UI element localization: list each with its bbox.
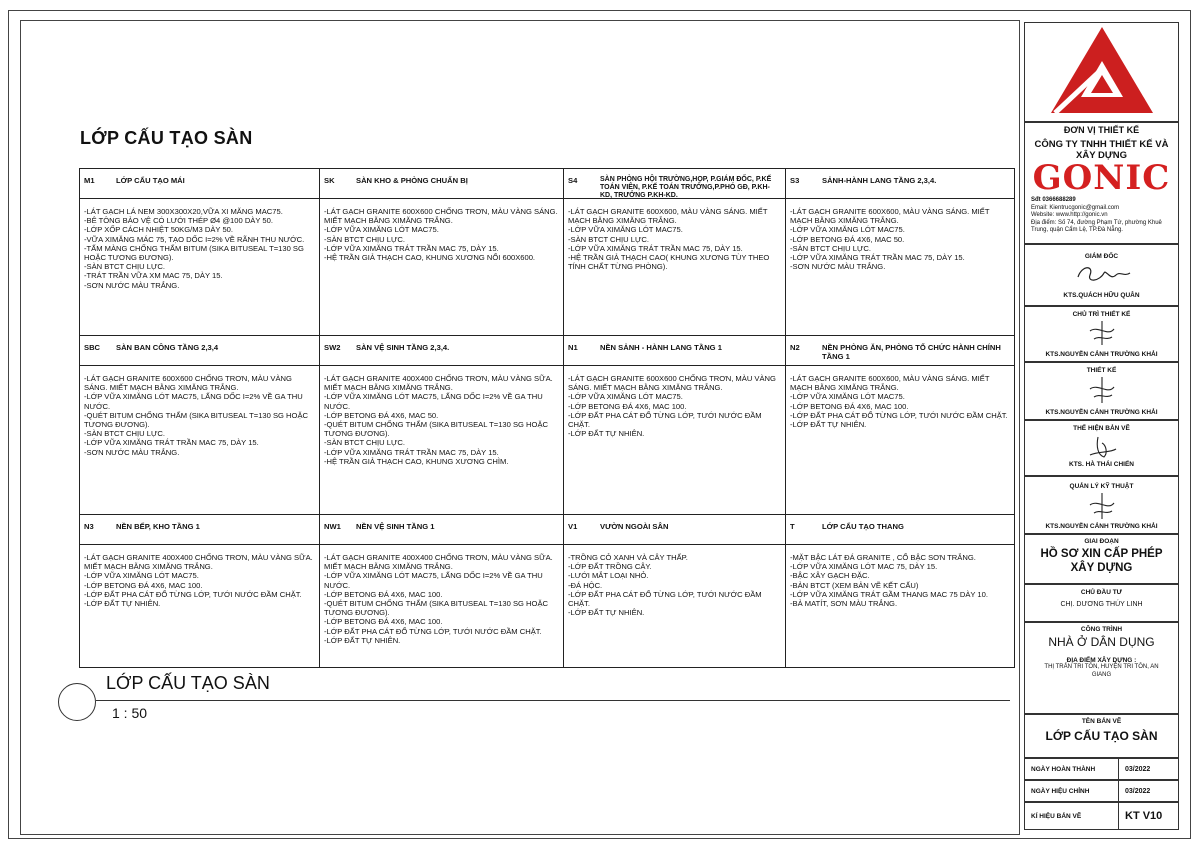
view-marker-circle [58, 683, 96, 721]
layer-description: -LÁT GẠCH GRANITE 600X600, MÀU VÀNG SÁNG. MIẾT MẠCH BẰNG XIMĂNG TRẮNG. -LỚP VỮA XIMĂNG LÓT MAC75. -LỚP BETONG ĐÁ 4X6, MAC 50. -SÀN BTCT CHỊU LỰC. -LỚP VỮA XIMĂNG TRÁT TRẦN MAC 75, DÀY 15. -SƠN NƯỚC MÀU TRẮNG. [790, 207, 990, 272]
drafter-box [1024, 420, 1179, 476]
layer-cell [80, 169, 320, 336]
layer-code: S4 [568, 176, 578, 185]
layer-code: SBC [84, 343, 101, 352]
layer-cell [786, 515, 1015, 668]
layer-code: N2 [790, 343, 800, 352]
layer-cell [564, 336, 786, 515]
revision-date-label: NGÀY HIỆU CHỈNH [1031, 787, 1090, 795]
chief-label: CHỦ TRÌ THIẾT KẾ [1072, 311, 1131, 318]
layer-name: NỀN SẢNH - HÀNH LANG TẦNG 1 [600, 343, 722, 352]
layer-description: -LÁT GẠCH GRANITE 400X400 CHỐNG TRƠN, MÀU VÀNG SỮA. MIẾT MẠCH BẰNG XIMĂNG TRẮNG. -LỚP VỮA XIMĂNG LÓT MAC75, LẤNG DỐC I=2% VỀ GA THU NƯỚC. -LỚP BETONG ĐÁ 4X6, MAC 50. -QUÉT BITUM CHỐNG THẤM (SIKA BITUSEAL T=130 SG HOẶC TƯƠNG ĐƯƠNG). -SÀN BTCT CHỊU LỰC. -LỚP VỮA XIMĂNG TRÁT TRẦN MAC 75, DÀY 15. -HỆ TRẦN GIẢ THẠCH CAO, KHUNG XƯƠNG CHÌM. [324, 374, 553, 466]
layer-code: N3 [84, 522, 94, 531]
sheet-code-label: KÍ HIỆU BẢN VẼ [1031, 812, 1082, 820]
layer-description: -MẶT BẬC LÁT ĐÁ GRANITE , CỔ BẬC SƠN TRẮNG. -LỚP VỮA XIMĂNG LÓT MAC 75, DÀY 15. -BẬC XÂY GẠCH ĐẶC. -BẢN BTCT (XEM BẢN VẼ KẾT CẤU) -LỚP VỮA XIMĂNG TRÁT GẦM THANG MAC 75 DÀY 10. -BẢ MATÍT, SƠN MÀU TRẮNG. [790, 553, 988, 609]
company-address: Địa điểm: Số 74, đường Phạm Tứ, phường Khuê Trung, quận Cẩm Lệ, TP.Đà Nẵng. [1031, 219, 1162, 233]
drafter-name: KTS. HÀ THÁI CHIẾN [1069, 461, 1134, 468]
location-value: THỊ TRẤN TRI TÔN, HUYỆN TRI TÔN, AN GIANG [1044, 664, 1159, 678]
stage-label: GIAI ĐOẠN [1084, 538, 1119, 545]
revision-date-value: 03/2022 [1118, 781, 1178, 801]
layer-description: -LÁT GẠCH LÁ NEM 300X300X20,VỮA XI MĂNG MAC75. -BÊ TÔNG BẢO VỆ CÓ LƯỚI THÉP Ø4 @100 DÀY 50. -LỚP XỐP CÁCH NHIỆT 50KG/M3 DÀY 50. -VỮA XIMĂNG MÁC 75, TẠO DỐC I=2% VỀ RÃNH THU NƯỚC. -TẤM MÀNG CHỐNG THẤM BITUM (SIKA BITUSEAL T=130 SG HOẶC TƯƠNG ĐƯƠNG). -SÀN BTCT CHỊU LỰC. -TRÁT TRẦN VỮA XM MAC 75, DÀY 15. -SƠN NƯỚC MÀU TRẮNG. [84, 207, 305, 290]
page-title: LỚP CẤU TẠO SÀN [80, 128, 253, 148]
layer-cell [564, 169, 786, 336]
completion-date-row [1024, 758, 1179, 780]
designer-label: THIẾT KẾ [1086, 367, 1117, 374]
company-name: CÔNG TY TNHH THIẾT KẾ VÀ XÂY DỰNG [1034, 139, 1169, 161]
company-logo-icon [1025, 23, 1180, 121]
project-value: NHÀ Ở DÂN DỤNG [1048, 635, 1155, 649]
layer-name: SẢNH-HÀNH LANG TẦNG 2,3,4. [822, 176, 937, 185]
layer-description: -LÁT GẠCH GRANITE 600X600 CHỐNG TRƠN, MÀU VÀNG SÁNG. MIẾT MẠCH BẰNG XIMĂNG TRẮNG. -LỚP VỮA XIMĂNG LÓT MAC75, LẤNG DỐC I=2% VỀ GA THU NƯỚC. -QUÉT BITUM CHỐNG THẤM (SIKA BITUSEAL T=130 SG HOẶC TƯƠNG ĐƯƠNG). -SÀN BTCT CHỊU LỰC. -LỚP VỮA XIMĂNG TRÁT TRẦN MAC 75, DÀY 15. -SƠN NƯỚC MÀU TRẮNG. [84, 374, 308, 457]
layer-name: NỀN PHÒNG ĂN, PHÒNG TỔ CHỨC HÀNH CHÍNH TẦNG 1 [822, 343, 1001, 361]
completion-date-value: 03/2022 [1118, 759, 1178, 779]
director-label: GIÁM ĐỐC [1084, 253, 1119, 260]
company-box [1024, 122, 1179, 244]
chief-designer-box [1024, 306, 1179, 362]
drafter-label: THỂ HIỆN BẢN VẼ [1073, 425, 1130, 432]
layer-description: -LÁT GẠCH GRANITE 600X600, MÀU VÀNG SÁNG. MIẾT MẠCH BẰNG XIMĂNG TRẮNG. -LỚP VỮA XIMĂNG LÓT MAC75. -SÀN BTCT CHỊU LỰC. -LỚP VỮA XIMĂNG TRÁT TRẦN MAC 75, DÀY 15. -HỆ TRẦN GIẢ THẠCH CAO( KHUNG XƯƠNG TÙY THEO TÍNH CHẤT TỪNG PHÒNG). [568, 207, 770, 272]
technical-manager-label: QUẢN LÝ KỸ THUẬT [1069, 483, 1134, 490]
layer-code: SK [324, 176, 335, 185]
technical-manager-signature-icon [1082, 491, 1122, 521]
layer-code: V1 [568, 522, 578, 531]
layer-code: SW2 [324, 343, 341, 352]
table-row [80, 515, 1015, 668]
project-label: CÔNG TRÌNH [1080, 626, 1123, 633]
floor-layer-table [79, 168, 1015, 668]
technical-manager-box [1024, 476, 1179, 534]
owner-value: CHỊ. DƯƠNG THÚY LINH [1060, 601, 1143, 608]
director-name: KTS.QUÁCH HỮU QUÂN [1063, 292, 1140, 299]
layer-name: SÀN VỆ SINH TẦNG 2,3,4. [356, 343, 450, 352]
view-title-underline [96, 700, 1010, 701]
view-title: LỚP CẤU TẠO SÀN [106, 673, 270, 693]
layer-name: NỀN VỆ SINH TẦNG 1 [356, 522, 435, 531]
chief-name: KTS.NGUYỄN CẢNH TRƯỜNG KHẢI [1045, 351, 1158, 358]
stage-value: HỒ SƠ XIN CẤP PHÉP XÂY DỰNG [1040, 548, 1163, 574]
layer-cell [320, 336, 564, 515]
sheet-name-label: TÊN BẢN VẼ [1081, 718, 1122, 725]
stage-box [1024, 534, 1179, 584]
layer-description: -LÁT GẠCH GRANITE 400X400 CHỐNG TRƠN, MÀU VÀNG SỮA. MIẾT MẠCH BẰNG XIMĂNG TRẮNG. -LỚP VỮA XIMĂNG LÓT MAC75, LẤNG DỐC I=2% VỀ GA THU NƯỚC. -LỚP BETONG ĐÁ 4X6, MAC 100. -QUÉT BITUM CHỐNG THẤM (SIKA BITUSEAL T=130 SG HOẶC TƯƠNG ĐƯƠNG). -LỚP BETONG ĐÁ 4X6, MAC 100. -LỚP ĐẤT PHA CÁT ĐỔ TỪNG LỚP, TƯỚI NƯỚC ĐẦM CHẶT. -LỚP ĐẤT TỰ NHIÊN. [324, 553, 553, 645]
layer-description: -LÁT GẠCH GRANITE 600X600 CHỐNG TRƠN, MÀU VÀNG SÁNG. MIẾT MẠCH BẰNG XIMĂNG TRẮNG. -LỚP VỮA XIMĂNG LÓT MAC75. -SÀN BTCT CHỊU LỰC. -LỚP VỮA XIMĂNG TRÁT TRẦN MAC 75, DÀY 15. -HỆ TRẦN GIẢ THẠCH CAO, KHUNG XƯƠNG NỔI 600X600. [324, 207, 558, 263]
view-scale: 1 : 50 [112, 705, 148, 721]
layer-code: NW1 [324, 522, 341, 531]
company-email: Email: Kientrucgonic@gmail.com [1031, 204, 1120, 211]
layer-code: T [790, 522, 795, 531]
revision-date-row [1024, 780, 1179, 802]
owner-label: CHỦ ĐẦU TƯ [1080, 589, 1123, 596]
layer-cell [786, 169, 1015, 336]
technical-manager-name: KTS.NGUYỄN CẢNH TRƯỜNG KHẢI [1045, 523, 1158, 530]
logo-box [1024, 22, 1179, 122]
company-website: Website: www.http://gonic.vn [1031, 212, 1108, 218]
layer-description: -LÁT GẠCH GRANITE 600X600 CHỐNG TRƠN, MÀU VÀNG SÁNG. MIẾT MẠCH BẰNG XIMĂNG TRẮNG. -LỚP VỮA XIMĂNG LÓT MAC75. -LỚP BETONG ĐÁ 4X6, MAC 100. -LỚP ĐẤT PHA CÁT ĐỔ TỪNG LỚP, TƯỚI NƯỚC ĐẦM CHẶT. -LỚP ĐẤT TỰ NHIÊN. [568, 374, 776, 439]
sheet-code-value: KT V10 [1118, 803, 1178, 829]
layer-name: LỚP CẤU TẠO THANG [822, 522, 904, 531]
owner-box [1024, 584, 1179, 622]
design-unit-label: ĐƠN VỊ THIẾT KẾ [1063, 125, 1140, 135]
director-box [1024, 244, 1179, 306]
designer-signature-icon [1082, 375, 1122, 405]
designer-name: KTS.NGUYỄN CẢNH TRƯỜNG KHẢI [1045, 409, 1158, 416]
chief-signature-icon [1082, 319, 1122, 347]
drafter-signature-icon [1082, 433, 1122, 461]
layer-cell [786, 336, 1015, 515]
layer-name: LỚP CẤU TẠO MÁI [116, 176, 185, 185]
designer-box [1024, 362, 1179, 420]
layer-code: S3 [790, 176, 800, 185]
sheet-name-box [1024, 714, 1179, 758]
layer-description: -LÁT GẠCH GRANITE 400X400 CHỐNG TRƠN, MÀU VÀNG SỮA. MIẾT MẠCH BẰNG XIMĂNG TRẮNG. -LỚP VỮA XIMĂNG LÓT MAC75. -LỚP BETONG ĐÁ 4X6, MAC 100. -LỚP ĐẤT PHA CÁT ĐỔ TỪNG LỚP, TƯỚI NƯỚC ĐẦM CHẶT. -LỚP ĐẤT TỰ NHIÊN. [84, 553, 313, 609]
layer-cell [564, 515, 786, 668]
layer-name: NỀN BẾP, KHO TẦNG 1 [116, 522, 200, 531]
table-row [80, 336, 1015, 515]
table-row [80, 169, 1015, 336]
layer-cell [320, 515, 564, 668]
director-signature-icon [1072, 261, 1132, 287]
completion-date-label: NGÀY HOÀN THÀNH [1031, 765, 1096, 773]
layer-name: SÀN BAN CÔNG TẦNG 2,3,4 [116, 343, 219, 352]
sheet-name-value: LỚP CẤU TẠO SÀN [1045, 729, 1158, 743]
layer-description: -LÁT GẠCH GRANITE 600X600, MÀU VÀNG SÁNG. MIẾT MẠCH BẰNG XIMĂNG TRẮNG. -LỚP VỮA XIMĂNG LÓT MAC75. -LỚP BETONG ĐÁ 4X6, MAC 100. -LỚP ĐẤT PHA CÁT ĐỔ TỪNG LỚP, TƯỚI NƯỚC ĐẦM CHẶT. -LỚP ĐẤT TỰ NHIÊN. [790, 374, 1008, 430]
location-label: ĐỊA ĐIỂM XÂY DỰNG : [1066, 657, 1137, 664]
layer-code: N1 [568, 343, 578, 352]
layer-code: M1 [84, 176, 95, 185]
layer-name: VƯỜN NGOÀI SÂN [600, 522, 669, 531]
layer-description: -TRỒNG CỎ XANH VÀ CÂY THẤP. -LỚP ĐẤT TRỒNG CÂY. -LƯỚI MẮT LOẠI NHỎ. -ĐÁ HỘC. -LỚP ĐẤT PHA CÁT ĐỔ TỪNG LỚP, TƯỚI NƯỚC ĐẦM CHẶT. -LỚP ĐẤT TỰ NHIÊN. [568, 553, 762, 618]
layer-cell [80, 336, 320, 515]
company-brand: GONIC [1032, 158, 1171, 198]
layer-cell [80, 515, 320, 668]
company-phone: Sđt 0366688289 [1031, 197, 1076, 203]
sheet-code-row [1024, 802, 1179, 830]
layer-cell [320, 169, 564, 336]
layer-name: SÀN PHÒNG HỘI TRƯỜNG,HỌP, P.GIÁM ĐỐC, P.KẾ TOÁN VIÊN, P.KẾ TOÁN TRƯỞNG,P.PHÓ GĐ, P.KH-KD, TRƯỞNG P.KH-KD. [600, 176, 772, 199]
project-box [1024, 622, 1179, 714]
layer-name: SÀN KHO & PHÒNG CHUẨN BỊ [356, 176, 468, 185]
